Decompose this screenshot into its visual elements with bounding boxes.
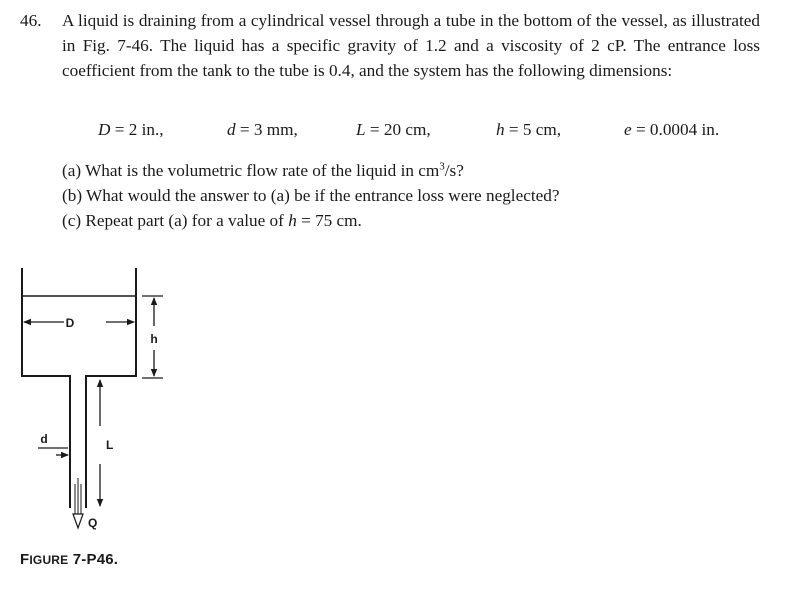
flow-arrow-head — [73, 514, 83, 528]
label-D: D — [65, 316, 75, 330]
part-c: (c) Repeat part (a) for a value of h = 75 cm. — [62, 211, 362, 230]
figure-diagram — [0, 258, 200, 538]
dimension-e: e = 0.0004 in. — [624, 120, 720, 139]
label-h: h — [150, 332, 158, 346]
tank-outline — [22, 268, 70, 508]
dimension-h: h = 5 cm, — [496, 120, 562, 139]
problem-number: 46. — [20, 11, 42, 30]
figure-caption: FIGURE 7-P46. — [20, 551, 119, 568]
label-L: L — [106, 438, 114, 452]
dimension-L: L = 20 cm, — [356, 120, 431, 139]
dimension-d: d = 3 mm, — [227, 120, 298, 139]
part-a: (a) What is the volumetric flow rate of the liquid in $cm^3/s$? — [62, 160, 464, 180]
label-Q: Q — [88, 516, 98, 530]
part-b: (b) What would the answer to (a) be if the entrance loss were neglected? — [62, 186, 560, 205]
question-parts — [62, 158, 559, 233]
dimensions-line — [0, 120, 786, 146]
tank-outline-right — [86, 268, 136, 508]
label-d: d — [40, 432, 48, 446]
problem-46 — [20, 8, 760, 83]
problem-statement: A liquid is draining from a cylindrical vessel through a tube in the bottom of the vessel, as illustrated in Fig. 7-46. The liquid has a specific gravity of 1.2 and a viscosity of 2 cP. The entrance loss coefficient from the tank to the tube is 0.4, and the system has the following dimensions: — [62, 11, 760, 80]
dimension-D: D = 2 in., — [98, 120, 164, 139]
